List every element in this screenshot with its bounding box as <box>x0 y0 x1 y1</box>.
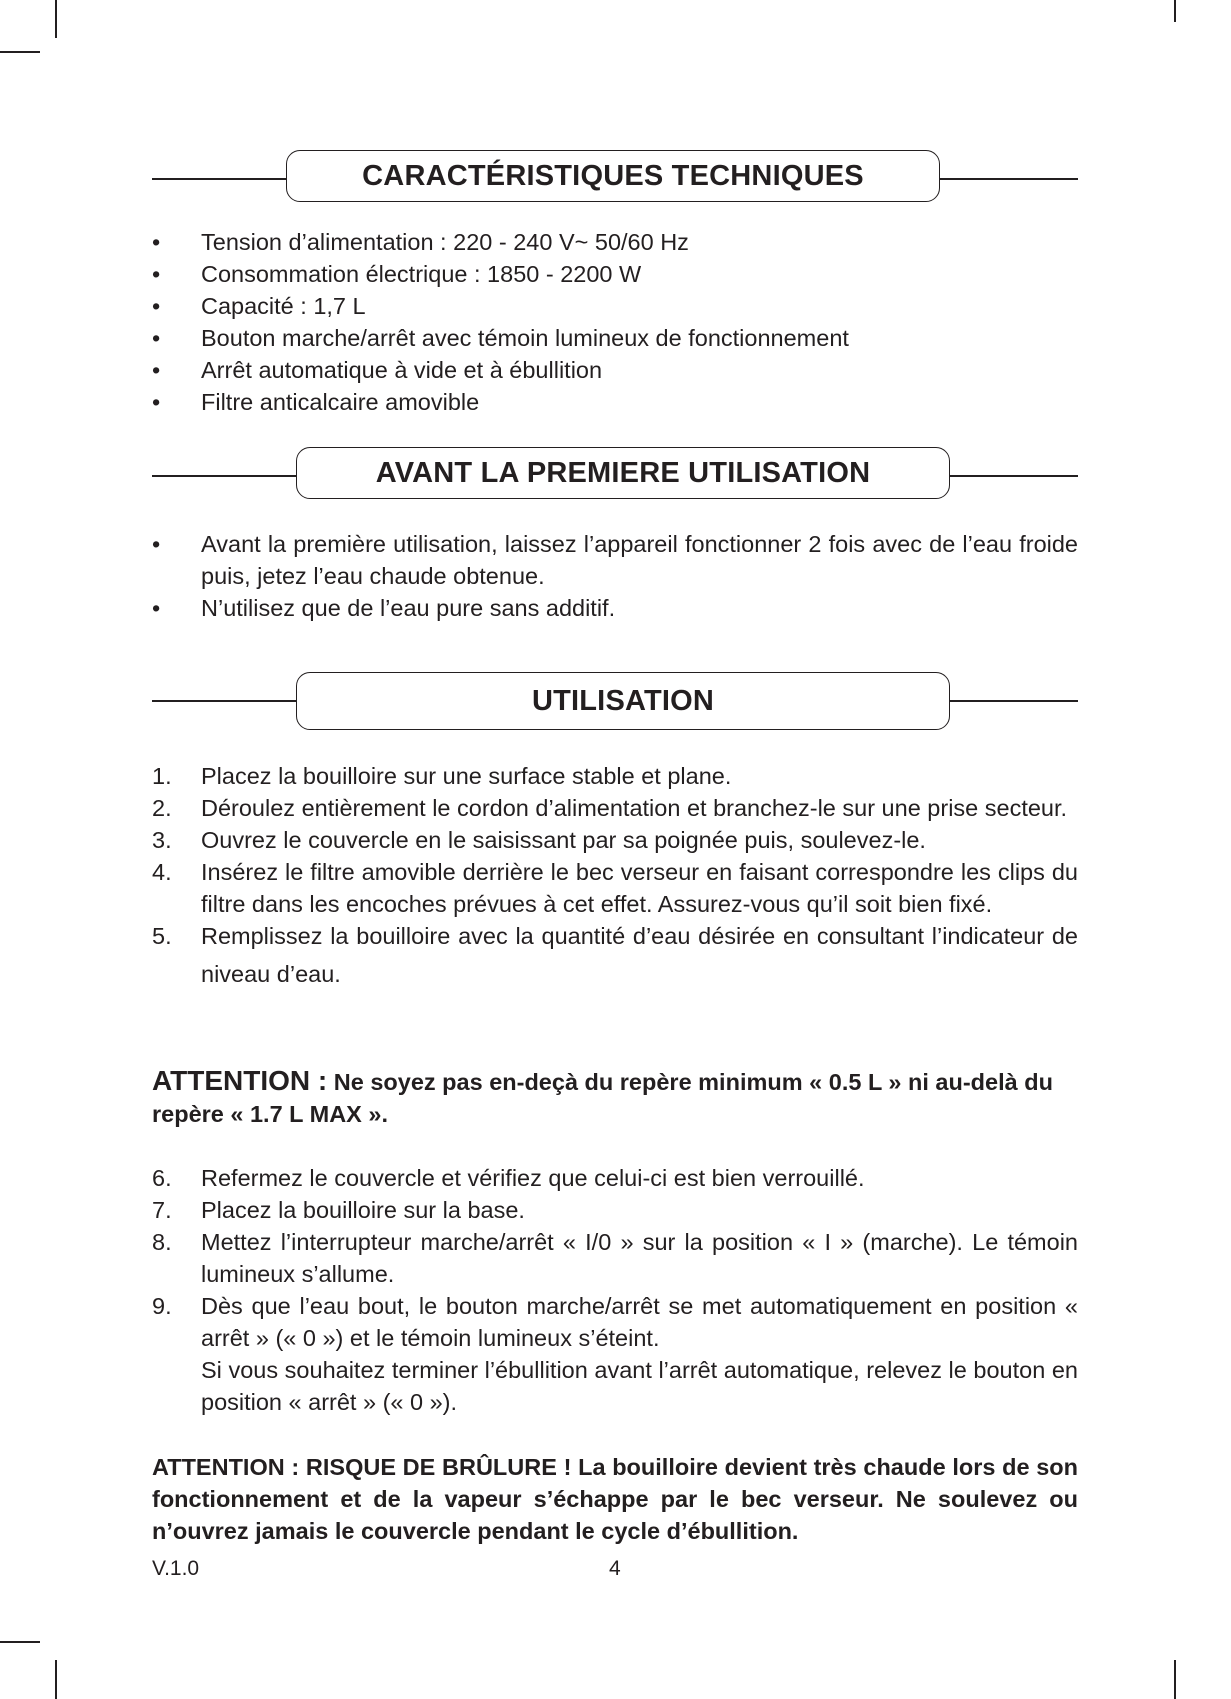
bullet: • <box>152 325 161 351</box>
heading-rule <box>152 700 296 702</box>
crop-mark <box>0 1641 40 1643</box>
warning-water-level <box>152 1065 1078 1130</box>
step-number: 2. <box>152 795 172 821</box>
list-item: 6. Refermez le couvercle et vérifiez que celui-ci est bien verrouillé. <box>152 1162 1078 1194</box>
specs-list <box>152 226 1078 418</box>
list-item: 2. Déroulez entièrement le cordon d’alimentation et branchez-le sur une prise secteur. <box>152 792 1078 824</box>
usage-steps-list-continued <box>152 1162 1078 1418</box>
list-item: • Avant la première utilisation, laissez l’appareil fonctionner 2 fois avec de l’eau froide puis, jetez l’eau chaude obtenue. <box>152 528 1078 592</box>
section-heading-specs <box>152 150 1078 208</box>
step-number: 1. <box>152 763 172 789</box>
footer-version: V.1.0 <box>152 1557 200 1580</box>
step-number: 7. <box>152 1197 172 1223</box>
list-item: • Bouton marche/arrêt avec témoin lumineux de fonctionnement <box>152 322 1078 354</box>
warning-burn-risk: ATTENTION : RISQUE DE BRÛLURE ! La bouilloire devient très chaude lors de son fonctionnement et de la vapeur s’échappe par le bec verseur. Ne soulevez ou n’ouvrez jamais le couvercle pendant le cycle d’ébullition. <box>152 1454 1078 1544</box>
list-item: 1. Placez la bouilloire sur une surface stable et plane. <box>152 760 1078 792</box>
list-item: • Filtre anticalcaire amovible <box>152 386 1078 418</box>
bullet: • <box>152 389 161 415</box>
crop-mark <box>55 0 57 38</box>
heading-rule <box>950 700 1078 702</box>
bullet: • <box>152 357 161 383</box>
list-item: • Capacité : 1,7 L <box>152 290 1078 322</box>
list-item: 5. Remplissez la bouilloire avec la quantité d’eau désirée en consultant l’indicateur de niveau d’eau. <box>152 917 1078 993</box>
crop-mark <box>1174 1660 1176 1699</box>
bullet: • <box>152 229 161 255</box>
section-heading-usage <box>152 672 1078 730</box>
step-number: 3. <box>152 827 172 853</box>
footer-page-number: 4 <box>609 1557 621 1580</box>
list-item: 9. Dès que l’eau bout, le bouton marche/arrêt se met automatiquement en position « arrêt » (« 0 ») et le témoin lumineux s’éteint. Si vous souhaitez terminer l’ébullition avant l’arrêt automatique, relevez le bouton en position « arrêt » (« 0 »). <box>152 1290 1078 1418</box>
list-item: • Tension d’alimentation : 220 - 240 V~ 50/60 Hz <box>152 226 1078 258</box>
section-title: UTILISATION <box>296 672 950 730</box>
list-item: • N’utilisez que de l’eau pure sans additif. <box>152 592 1078 624</box>
step-note: Si vous souhaitez terminer l’ébullition avant l’arrêt automatique, relevez le bouton en position « arrêt » (« 0 »). <box>201 1357 1078 1415</box>
list-item: • Consommation électrique : 1850 - 2200 W <box>152 258 1078 290</box>
section-title: AVANT LA PREMIERE UTILISATION <box>296 447 950 499</box>
heading-rule <box>152 475 296 477</box>
bullet: • <box>152 261 161 287</box>
crop-mark <box>1174 0 1176 22</box>
section-heading-before-first-use <box>152 447 1078 505</box>
heading-rule <box>940 178 1078 180</box>
step-number: 9. <box>152 1293 172 1319</box>
step-number: 4. <box>152 859 172 885</box>
before-use-list <box>152 528 1078 624</box>
step-number: 5. <box>152 923 172 949</box>
list-item: 8. Mettez l’interrupteur marche/arrêt « I/0 » sur la position « I » (marche). Le témoin lumineux s’allume. <box>152 1226 1078 1290</box>
warning-label: ATTENTION : <box>152 1065 328 1096</box>
list-item: • Arrêt automatique à vide et à ébullition <box>152 354 1078 386</box>
heading-rule <box>152 178 286 180</box>
bullet: • <box>152 531 161 557</box>
bullet: • <box>152 293 161 319</box>
step-number: 6. <box>152 1165 172 1191</box>
list-item: 3. Ouvrez le couvercle en le saisissant par sa poignée puis, soulevez-le. <box>152 824 1078 856</box>
warning-text: Ne soyez pas en-deçà du repère minimum « 0.5 L » ni au-delà du repère « 1.7 L MAX ». <box>152 1069 1053 1127</box>
list-item: 7. Placez la bouilloire sur la base. <box>152 1194 1078 1226</box>
list-item: 4. Insérez le filtre amovible derrière le bec verseur en faisant correspondre les clips du filtre dans les encoches prévues à cet effet. Assurez-vous qu’il soit bien fixé. <box>152 856 1078 920</box>
crop-mark <box>55 1660 57 1699</box>
section-title: CARACTÉRISTIQUES TECHNIQUES <box>286 150 940 202</box>
usage-steps-list <box>152 760 1078 993</box>
step-number: 8. <box>152 1229 172 1255</box>
crop-mark <box>0 51 40 53</box>
bullet: • <box>152 595 161 621</box>
heading-rule <box>950 475 1078 477</box>
